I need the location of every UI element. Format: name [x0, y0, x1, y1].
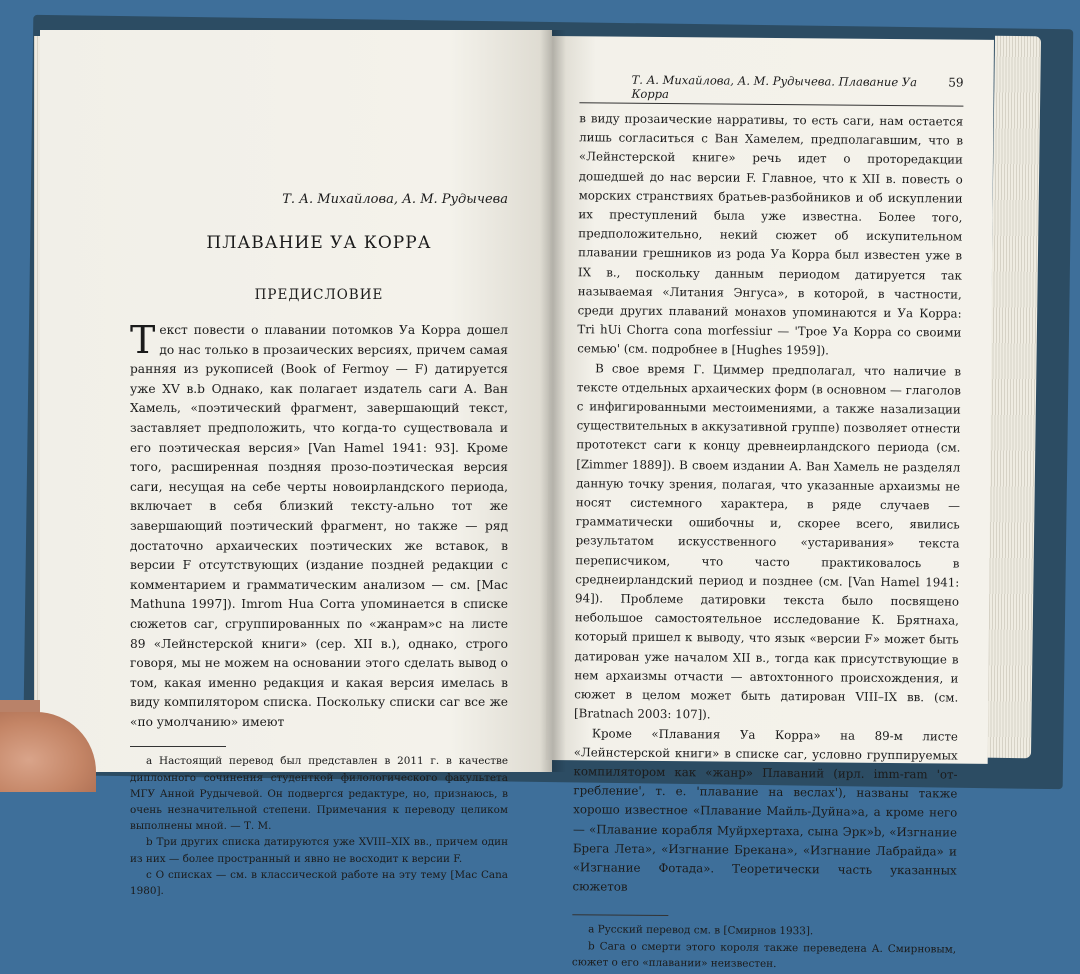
left-page: [40, 30, 552, 898]
section-heading: ПРЕДИСЛОВИЕ: [254, 287, 384, 303]
preface-text: екст повести о плавании потомков Уа Коррa дошел до нас только в прозаических версиях, причем самая ранняя из рукописей (Book of Fermoy — F) датируется уже XV в.b Однако, как полагает издатель саги А. Ван Хамель, «поэтический фрагмент, завершающий текст, заставляет предположить, что когда-то существовала и его поэтическая версия» [Van Hamel 1941: 93]. Кроме того, расширенная поздняя прозо-поэтическая версия саги, несущая на себе черты новоирландского периода, включает в себя близкий тексту-ально тот же завершающий поэтический фрагмент, но также — ряд достаточно архаических поэтических же вставок, в версии F отсутствующих (издание поздней редакции с комментарием и грамматическим анализом — см. [Mac Mathuna 1997]). Imrom Hua Corra упоминается в списке сюжетов саг, сгруппированных по «жанрам»c на листе 89 «Лейнстерской книги» (сер. XII в.), однако, строго говоря, мы не можем на основании этого сделать вывод о том, какая именно редакция и какая версия имелась в виду компилятором списка. Поскольку списки саг все же «по умолчанию» имеют: [130, 323, 508, 729]
footnote-a: a Русский перевод см. в [Смирнов 1933].: [588, 923, 814, 938]
footnote-rule: [130, 746, 226, 747]
preface-paragraph: [130, 318, 508, 732]
footnote-rule: [572, 915, 668, 917]
book-gutter: [540, 30, 566, 772]
right-page: [546, 36, 994, 970]
footnote-b: b Три других списка датируются уже XVIII–XIX вв., причем один из них — более пространный и явно не восходит к версии F.: [130, 836, 508, 865]
footnote-c: c О списках — см. в классической работе на эту тему [Mac Cana 1980].: [130, 868, 508, 898]
paragraph-1: в виду прозаические нарративы, то есть саги, нам остается лишь согласиться с Ван Хамелем, предполагавшим, что в «Лейнстерской книге» речь идет о проторедакции дошедшей до нас версии F. Главное, что к XII в. повесть о морских странствиях братьев-разбойников и об искуплении их преступлений была уже известна. Более того, предположительно, некий сюжет об искупительном плавании грешников из рода Уа Корра был известен уже в IX в., поскольку данным периодом датируется так называемая «Литания Энгуса», в которой, в частности, среди других плаваний монахов упоминаются и Уа Корра: Tri hUi Chorra cona morfessiur — 'Трое Уа Корра со своими семью' (см. подробнее в [Hughes 1959]).: [577, 111, 964, 358]
running-head-text: Т. А. Михайлова, А. М. Рудычева. Плавание Уа Корра: [631, 72, 918, 102]
author-line: Т. А. Михайлова, А. М. Рудычева: [282, 192, 508, 207]
page-number: 59: [948, 75, 964, 90]
drop-cap: Т: [130, 318, 156, 362]
footnote-a: a Настоящий перевод был представлен в 2011 г. в качестве дипломного сочинения студенткой филологического факультета МГУ Анной Рудычевой. Он подвергся редактуре, но, признаюсь, в очень незначительной степени. Примечания к переводу целиком выполнены мной. — Т. М.: [130, 755, 508, 833]
story-title: ПЛАВАНИЕ УА КОРРА: [206, 233, 432, 253]
running-head: [579, 72, 963, 106]
paragraph-2: В свое время Г. Циммер предполагал, что наличие в тексте отдельных архаических форм (в основном — глаголов с инфигированными местоимениями, а также назализации существительных в аккузативной группе) позволяет отнести прототекст саги к концу древнеирландского периода (см. [Zimmer 1889]). В своем издании А. Ван Хамель не разделял данную точку зрения, полагая, что указанные архаизмы не носят системного характера, в ряде случаев — грамматически ошибочны и, скорее всего, явились результатом искусственного «устаривания» текста переписчиком, что часто практиковалось в среднеирландский период и позднее (см. [Van Hamel 1941: 94]). Проблеме датировки текста было посвящено небольшое самостоятельное исследование К. Брятнаха, который пришел к выводу, что язык «версии F» может быть датирован уже началом XII в., тогда как присутствующие в нем архаизмы отчасти — автохтонного происхождения, и сюжет в целом может быть датирован VIII–IX вв. (см. [Bratnach 2003: 107]).: [574, 361, 962, 722]
paragraph-3: Кроме «Плавания Уа Корра» на 89-м листе «Лейнстерской книги» в списке саг, условно группируемых компилятором как «жанр» Плаваний (ирл. imm-ram 'от-гребление', т. е. 'плавание на веслах'), названы также хорошо известное «Плавание Майль-Дуйна»a, а кроме него — «Плавание корабля Муйрхертаха, сына Эрк»b, «Изгнание Брега Лета», «Изгнание Брекана», «Изгнание Лабрайда» и «Изгнание Фотада». Теоретически часть указанных сюжетов: [572, 725, 958, 894]
footnote-b: b Сага о смерти этого короля также переведена А. Смирновым, сюжет о его «плавании» неизвестен.: [571, 939, 957, 970]
